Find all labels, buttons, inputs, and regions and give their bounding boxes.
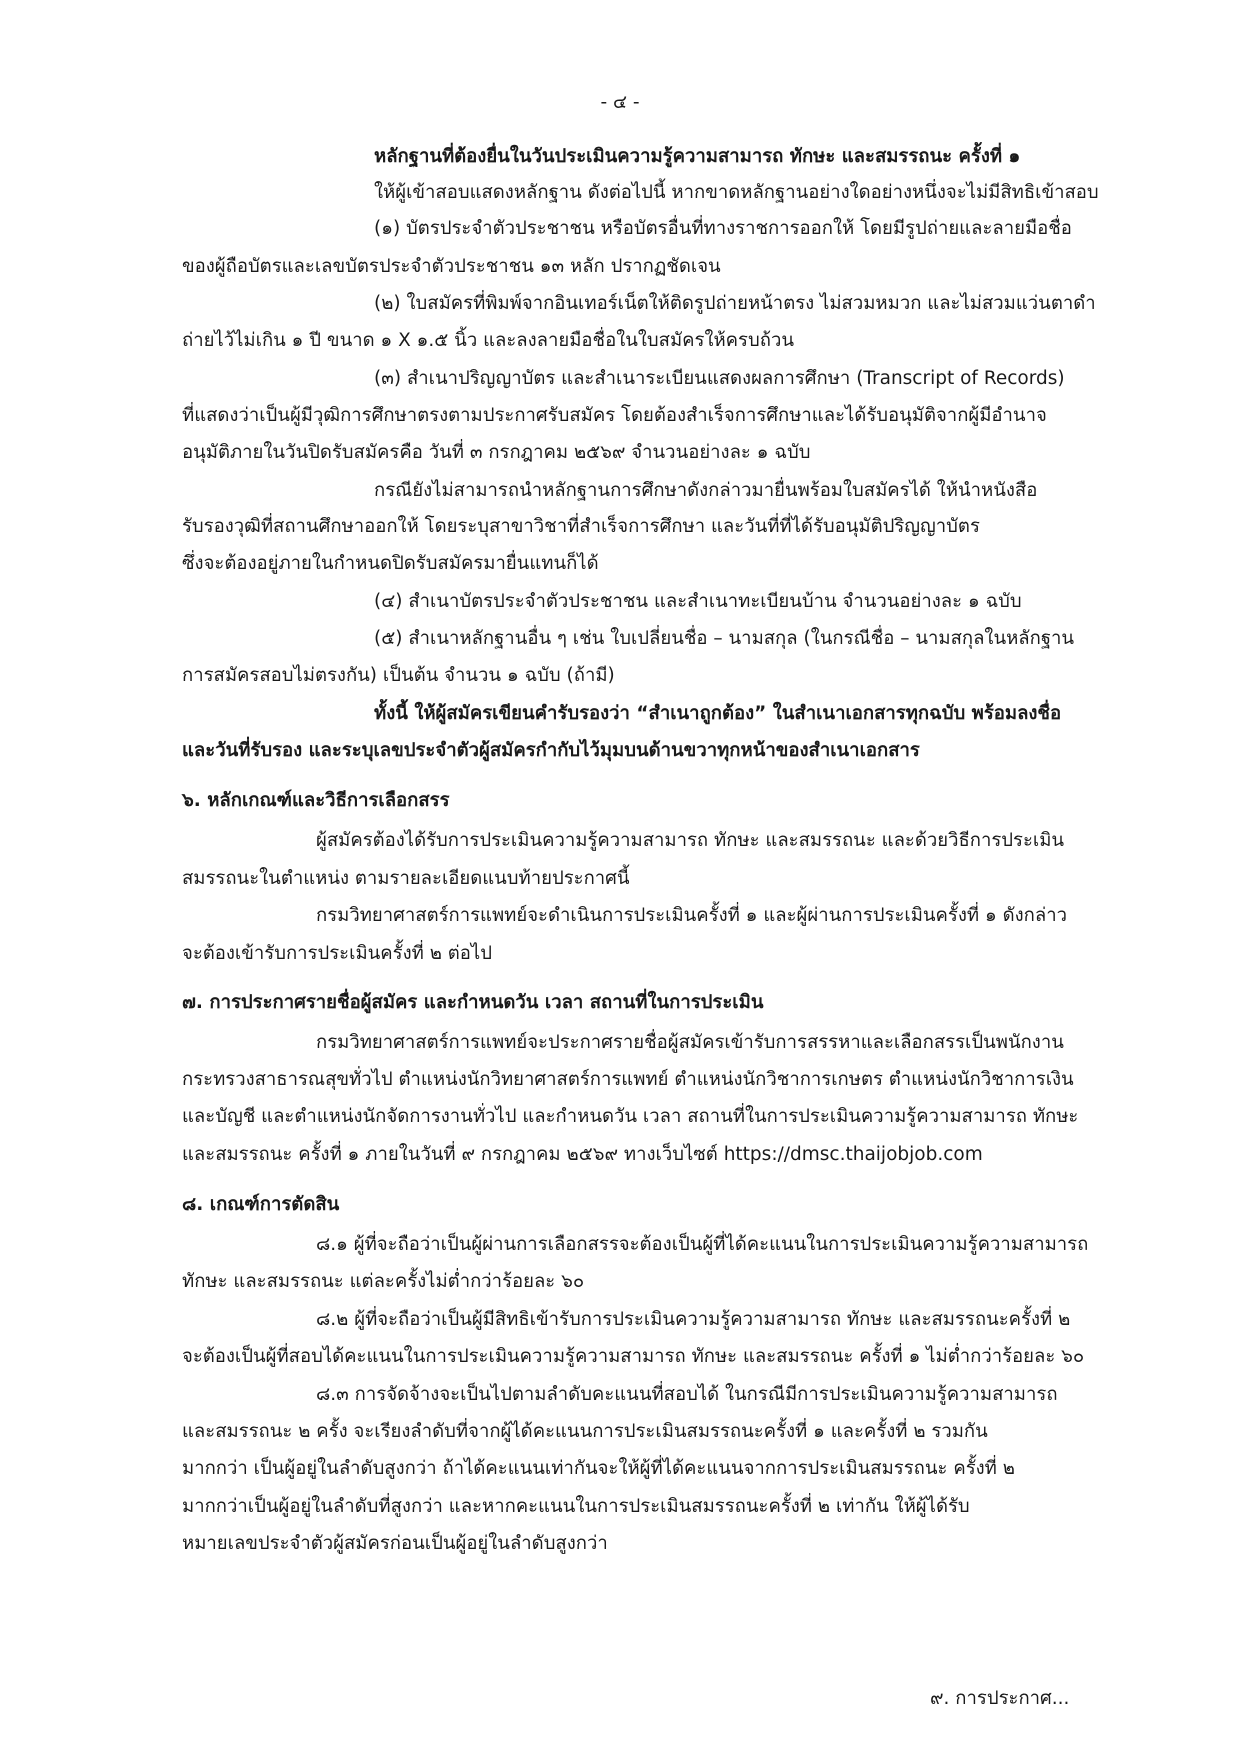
next-page-catchword: ๙. การประกาศ... [930, 1688, 1070, 1709]
criterion-8-3-line-1: ๘.๓ การจัดจ้างจะเป็นไปตามลำดับคะแนนที่สอบได้ ในกรณีมีการประเมินความรู้ความสามารถ [316, 1384, 1058, 1405]
section-7-line-2: กระทรวงสาธารณสุขทั่วไป ตำแหน่งนักวิทยาศาสตร์การแพทย์ ตำแหน่งนักวิชาการเกษตร ตำแหน่งนักวิชาการเงิน [182, 1069, 1074, 1090]
evidence-item-4: (๔) สำเนาบัตรประจำตัวประชาชน และสำเนาทะเบียนบ้าน จำนวนอย่างละ ๑ ฉบับ [374, 591, 1022, 612]
evidence-item-3-line-3: อนุมัติภายในวันปิดรับสมัครคือ วันที่ ๓ กรกฎาคม ๒๕๖๙ จำนวนอย่างละ ๑ ฉบับ [182, 442, 811, 463]
section-7-heading: ๗. การประกาศรายชื่อผู้สมัคร และกำหนดวัน เวลา สถานที่ในการประเมิน [182, 992, 764, 1013]
evidence-intro: ให้ผู้เข้าสอบแสดงหลักฐาน ดังต่อไปนี้ หากขาดหลักฐานอย่างใดอย่างหนึ่งจะไม่มีสิทธิเข้าสอบ [374, 182, 1099, 203]
evidence-item-1-line-2: ของผู้ถือบัตรและเลขบัตรประจำตัวประชาชน ๑๓ หลัก ปรากฏชัดเจน [182, 256, 721, 277]
criterion-8-3-line-2: และสมรรถนะ ๒ ครั้ง จะเรียงลำดับที่จากผู้ได้คะแนนการประเมินสมรรถนะครั้งที่ ๑ และครั้งที่ ๒ รวมกัน [182, 1421, 988, 1442]
criterion-8-1-line-1: ๘.๑ ผู้ที่จะถือว่าเป็นผู้ผ่านการเลือกสรรจะต้องเป็นผู้ที่ได้คะแนนในการประเมินความรู้ความสามารถ [316, 1234, 1089, 1255]
evidence-case-line-3: ซึ่งจะต้องอยู่ภายในกำหนดปิดรับสมัครมายื่นแทนก็ได้ [182, 553, 599, 574]
evidence-item-3-line-2: ที่แสดงว่าเป็นผู้มีวุฒิการศึกษาตรงตามประกาศรับสมัคร โดยต้องสำเร็จการศึกษาและได้รับอนุมัติจากผู้มีอำนาจ [182, 405, 1047, 426]
criterion-8-1-line-2: ทักษะ และสมรรถนะ แต่ละครั้งไม่ต่ำกว่าร้อยละ ๖๐ [182, 1271, 585, 1292]
section-8-heading: ๘. เกณฑ์การตัดสิน [182, 1194, 340, 1215]
section-6-heading: ๖. หลักเกณฑ์และวิธีการเลือกสรร [182, 790, 450, 811]
section-6-para-1-line-1: ผู้สมัครต้องได้รับการประเมินความรู้ความสามารถ ทักษะ และสมรรถนะ และด้วยวิธีการประเมิน [316, 830, 1065, 851]
criterion-8-3-line-3: มากกว่า เป็นผู้อยู่ในลำดับสูงกว่า ถ้าได้คะแนนเท่ากันจะให้ผู้ที่ได้คะแนนจากการประเมินสมรรถนะ ครั้งที่ ๒ [182, 1458, 1015, 1479]
evidence-note-line-2: และวันที่รับรอง และระบุเลขประจำตัวผู้สมัครกำกับไว้มุมบนด้านขวาทุกหน้าของสำเนาเอกสาร [182, 740, 920, 761]
section-7-line-1: กรมวิทยาศาสตร์การแพทย์จะประกาศรายชื่อผู้สมัครเข้ารับการสรรหาและเลือกสรรเป็นพนักงาน [316, 1032, 1064, 1053]
evidence-item-2-line-1: (๒) ใบสมัครที่พิมพ์จากอินเทอร์เน็ตให้ติดรูปถ่ายหน้าตรง ไม่สวมหมวก และไม่สวมแว่นตาดำ [374, 293, 1096, 314]
section-6-para-2-line-2: จะต้องเข้ารับการประเมินครั้งที่ ๒ ต่อไป [182, 943, 492, 964]
evidence-note-line-1: ทั้งนี้ ให้ผู้สมัครเขียนคำรับรองว่า “สำเนาถูกต้อง” ในสำเนาเอกสารทุกฉบับ พร้อมลงชื่อ [374, 703, 1062, 724]
criterion-8-3-line-5: หมายเลขประจำตัวผู้สมัครก่อนเป็นผู้อยู่ในลำดับสูงกว่า [182, 1533, 608, 1554]
criterion-8-3-line-4: มากกว่าเป็นผู้อยู่ในลำดับที่สูงกว่า และหากคะแนนในการประเมินสมรรถนะครั้งที่ ๒ เท่ากัน ให้ผู้ได้รับ [182, 1496, 970, 1517]
section-6-para-2-line-1: กรมวิทยาศาสตร์การแพทย์จะดำเนินการประเมินครั้งที่ ๑ และผู้ผ่านการประเมินครั้งที่ ๑ ดังกล่าว [316, 905, 1067, 926]
criterion-8-2-line-1: ๘.๒ ผู้ที่จะถือว่าเป็นผู้มีสิทธิเข้ารับการประเมินความรู้ความสามารถ ทักษะ และสมรรถนะครั้งที่ ๒ [316, 1309, 1071, 1330]
evidence-item-2-line-2: ถ่ายไว้ไม่เกิน ๑ ปี ขนาด ๑ X ๑.๕ นิ้ว และลงลายมือชื่อในใบสมัครให้ครบถ้วน [182, 330, 794, 351]
section-6-para-1-line-2: สมรรถนะในตำแหน่ง ตามรายละเอียดแนบท้ายประกาศนี้ [182, 868, 630, 889]
criterion-8-2-line-2: จะต้องเป็นผู้ที่สอบได้คะแนนในการประเมินความรู้ความสามารถ ทักษะ และสมรรถนะ ครั้งที่ ๑ ไม่ต่ำกว่าร้อยละ ๖๐ [182, 1346, 1085, 1367]
page-number: - ๔ - [600, 92, 640, 113]
evidence-item-3-line-1: (๓) สำเนาปริญญาบัตร และสำเนาระเบียนแสดงผลการศึกษา (Transcript of Records) [374, 368, 1065, 389]
section-7-line-3: และบัญชี และตำแหน่งนักจัดการงานทั่วไป และกำหนดวัน เวลา สถานที่ในการประเมินความรู้ความสามารถ ทักษะ [182, 1106, 1079, 1127]
evidence-item-5-line-1: (๕) สำเนาหลักฐานอื่น ๆ เช่น ใบเปลี่ยนชื่อ – นามสกุล (ในกรณีชื่อ – นามสกุลในหลักฐาน [374, 628, 1075, 649]
evidence-case-line-1: กรณียังไม่สามารถนำหลักฐานการศึกษาดังกล่าวมายื่นพร้อมใบสมัครได้ ให้นำหนังสือ [374, 480, 1038, 501]
evidence-heading: หลักฐานที่ต้องยื่นในวันประเมินความรู้ความสามารถ ทักษะ และสมรรถนะ ครั้งที่ ๑ [374, 146, 1021, 167]
evidence-case-line-2: รับรองวุฒิที่สถานศึกษาออกให้ โดยระบุสาขาวิชาที่สำเร็จการศึกษา และวันที่ที่ได้รับอนุมัติปริญญาบัตร [182, 516, 980, 537]
evidence-item-1-line-1: (๑) บัตรประจำตัวประชาชน หรือบัตรอื่นที่ทางราชการออกให้ โดยมีรูปถ่ายและลายมือชื่อ [374, 218, 1072, 239]
evidence-item-5-line-2: การสมัครสอบไม่ตรงกัน) เป็นต้น จำนวน ๑ ฉบับ (ถ้ามี) [182, 665, 615, 686]
section-7-line-4: และสมรรถนะ ครั้งที่ ๑ ภายในวันที่ ๙ กรกฎาคม ๒๕๖๙ ทางเว็บไซต์ https://dmsc.thaijobjob.com [182, 1144, 983, 1165]
